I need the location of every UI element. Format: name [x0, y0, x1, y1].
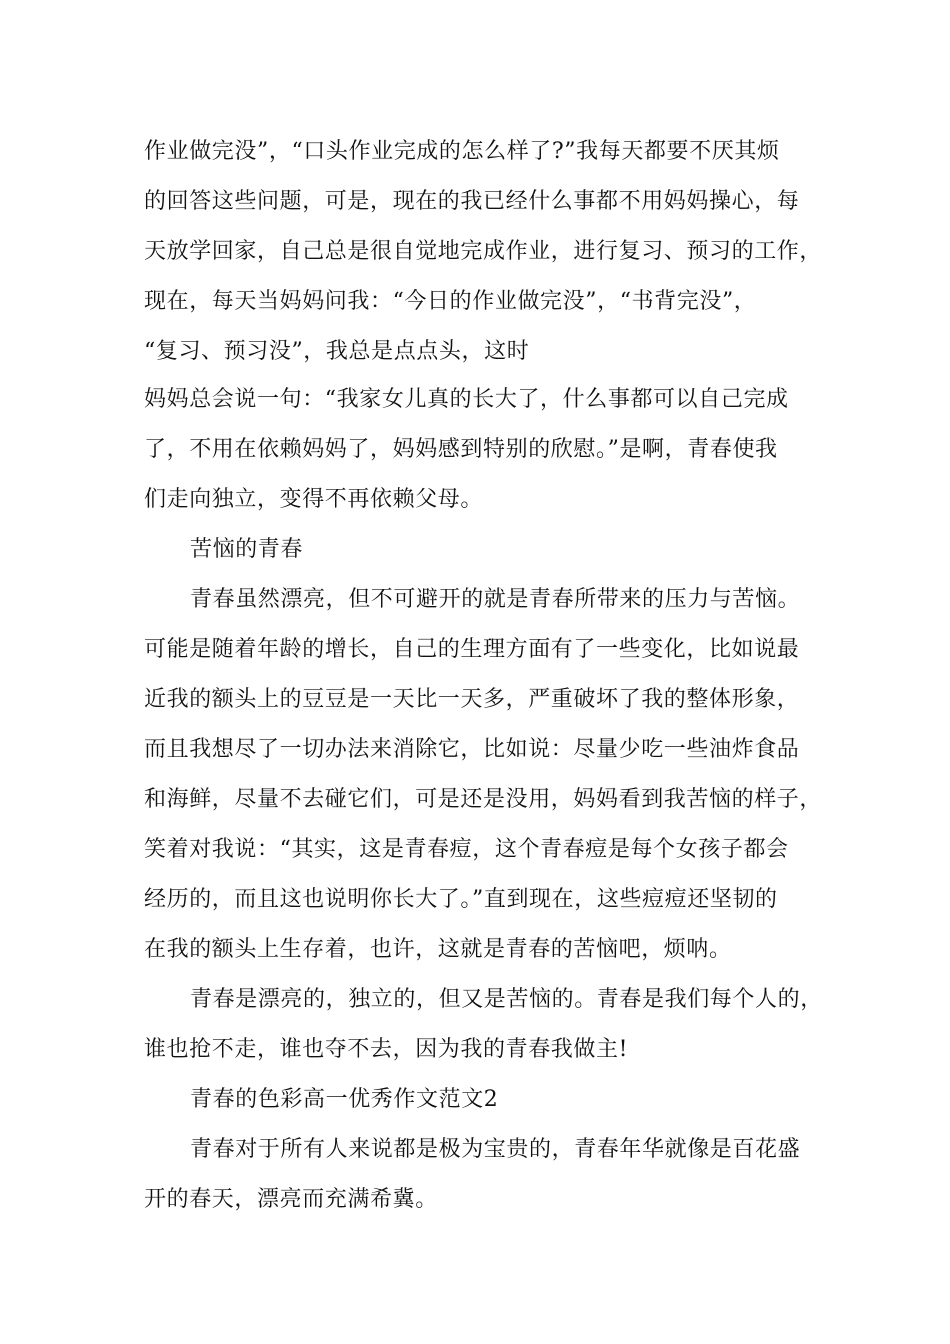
text-line: 青春对于所有人来说都是极为宝贵的，青春年华就像是百花盛 — [190, 1137, 801, 1162]
text-line: 了，不用在依赖妈妈了，妈妈感到特别的欣慰。”是啊，青春使我 — [144, 437, 778, 462]
text-line: “复习、预习没”，我总是点点头，这时 — [144, 339, 530, 364]
text-line: 而且我想尽了一切办法来消除它，比如说：尽量少吃一些油炸食品 — [144, 737, 800, 762]
text-line: 现在，每天当妈妈问我：“今日的作业做完没”，“书背完没”， — [144, 289, 757, 314]
text-line: 经历的，而且这也说明你长大了。”直到现在，这些痘痘还坚韧的 — [144, 887, 778, 912]
text-line: 谁也抢不走，谁也夺不去，因为我的青春我做主! — [144, 1037, 629, 1062]
text-line: 青春是漂亮的，独立的，但又是苦恼的。青春是我们每个人的， — [190, 987, 823, 1012]
text-line: 们走向独立，变得不再依赖父母。 — [144, 487, 484, 512]
text-line: 开的春天，漂亮而充满希冀。 — [144, 1187, 438, 1212]
text-line: 笑着对我说：“其实，这是青春痘，这个青春痘是每个女孩子都会 — [144, 837, 789, 862]
text-line: 作业做完没”，“口头作业完成的怎么样了?”我每天都要不厌其烦 — [144, 139, 780, 164]
text-line: 和海鲜，尽量不去碰它们，可是还是没用，妈妈看到我苦恼的样子， — [144, 787, 823, 812]
text-line: 在我的额头上生存着，也许，这就是青春的苦恼吧，烦呐。 — [144, 937, 732, 962]
text-line: 可能是随着年龄的增长，自己的生理方面有了一些变化，比如说最 — [144, 637, 800, 662]
text-line: 青春虽然漂亮，但不可避开的就是青春所带来的压力与苦恼。 — [190, 587, 801, 612]
section-heading: 苦恼的青春 — [190, 537, 304, 562]
section-heading: 青春的色彩高一优秀作文范文2 — [190, 1087, 499, 1112]
text-line: 的回答这些问题，可是，现在的我已经什么事都不用妈妈操心，每 — [144, 189, 800, 214]
text-line: 天放学回家，自己总是很自觉地完成作业，进行复习、预习的工作， — [144, 239, 823, 264]
text-line: 妈妈总会说一句：“我家女儿真的长大了，什么事都可以自己完成 — [144, 387, 789, 412]
text-line: 近我的额头上的豆豆是一天比一天多，严重破坏了我的整体形象， — [144, 687, 800, 712]
